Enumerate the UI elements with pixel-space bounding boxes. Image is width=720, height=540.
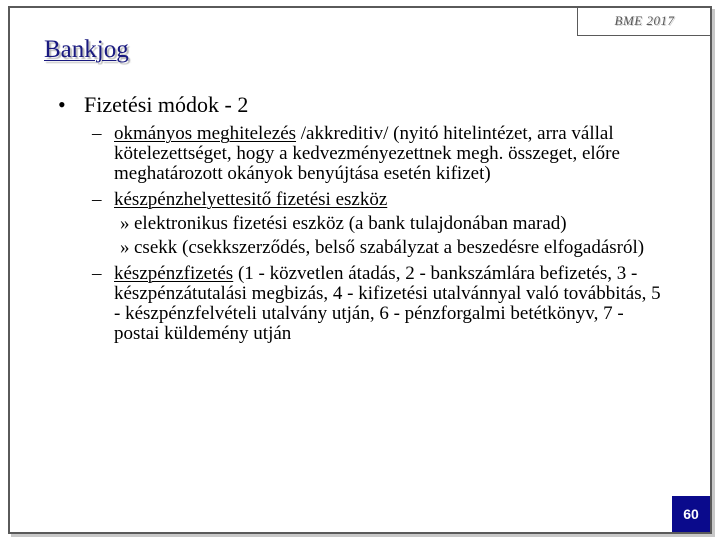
list-item-csekk [58,238,668,258]
main-bullet-text: Fizetési módok - 2 [84,92,249,117]
subitem-text: elektronikus fizetési eszköz (a bank tulajdonában marad) [134,213,567,234]
item-body: (1 - közvetlen átadás, 2 - bankszámlára befizetés, 3 - készpénzátutalási megbizás, 4 - kifizetési utalvánnyal való továbbitás, 5 - készpénzfelvételi utalvány utján, 6 - pénzforgalmi betétkönyv, 7 - postai küldemény utján [114,263,661,344]
main-bullet [58,92,668,118]
item-body: /akkreditiv/ (nyitó hitelintézet, arra vállal kötelezettséget, hogy a kedvezményezettnek megh. összeget, előre meghatározott okányok benyújtása esetén kifizet) [114,123,620,184]
dash-icon: – [92,263,102,284]
bullet-dot-icon: • [58,92,66,117]
page-number: 60 [672,496,710,532]
subitem-text: csekk (csekkszerződés, belső szabályzat a beszedésre elfogadásról) [134,237,645,258]
dash-icon: – [92,123,102,144]
list-item-keszpenzfizetes [58,264,668,344]
item-heading: készpénzfizetés [114,263,234,284]
header-badge: BME 2017 [577,6,712,36]
list-item-okmanyos [58,124,668,184]
slide-title: Bankjog [44,36,129,63]
item-heading: okmányos meghitelezés [114,123,297,144]
dash-icon: – [92,189,102,210]
item-heading: készpénzhelyettesitő fizetési eszköz [114,189,388,210]
list-item-keszpenzhelyettesito [58,190,668,210]
slide-content [58,92,668,344]
guillemet-icon: » [120,213,130,234]
guillemet-icon: » [120,237,130,258]
list-item-elektronikus [58,214,668,234]
